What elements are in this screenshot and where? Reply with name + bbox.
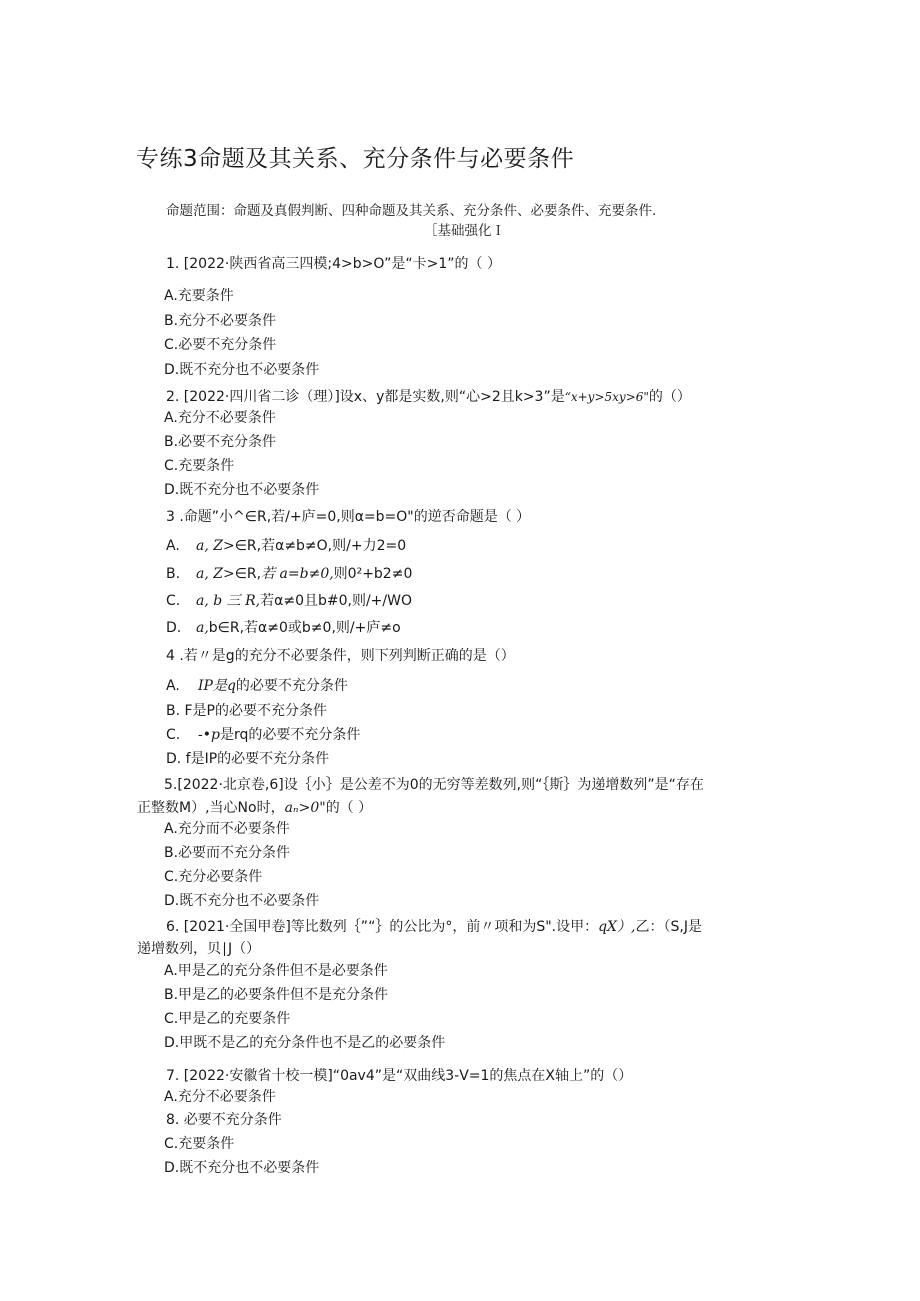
q5-line-2b: 的（ ）	[325, 800, 373, 816]
q3-a-text: ∈R,若α≠b≠O,则/+力2=0	[234, 538, 407, 554]
q1-option-a: A.充要条件	[164, 288, 234, 304]
q5-line-2	[137, 799, 372, 817]
q3-c-text: 若α≠0且b#0,则/+/WO	[260, 593, 412, 609]
q2-option-d: D.既不充分也不必要条件	[164, 482, 320, 498]
q3-d-italic: a,	[196, 620, 209, 636]
q3-c-italic: a, b 三 R,	[196, 593, 261, 609]
q3-d-text: b∈R,若α≠0或b≠0,则/+庐≠o	[208, 620, 401, 636]
q2-stem	[166, 388, 691, 406]
q4-a-text: 的必要不充分条件	[235, 678, 348, 694]
q3-b-text: ∈R,	[234, 566, 262, 582]
q4-c-italic: -•p	[198, 727, 220, 743]
q4-a-italic-2: q	[226, 678, 236, 694]
q2-stem-c: 的（）	[648, 389, 691, 405]
q6-line-1-italic: qX）,	[598, 919, 636, 935]
q7-option-b: 8. 必要不充分条件	[166, 1112, 282, 1128]
q1-option-d: D.既不充分也不必要条件	[164, 362, 320, 378]
scope-text: 命题范围：命题及真假判断、四种命题及其关系、充分条件、必要条件、充要条件.	[166, 203, 657, 219]
q7-option-d: D.既不充分也不必要条件	[164, 1160, 320, 1176]
q2-option-a: A.充分不必要条件	[164, 410, 276, 426]
q4-option-d: D. f是IP的必要不充分条件	[166, 751, 330, 767]
q5-line-1: 5.[2022·北京卷,6]设｛小｝是公差不为0的无穷等差数列,则“｛斯｝为递增数列”是“存在	[164, 777, 704, 793]
q3-a-italic: a, Z>	[196, 538, 235, 554]
q4-a-label: A.	[166, 678, 180, 694]
q5-option-c: C.充分必要条件	[164, 869, 263, 885]
q4-option-a	[166, 677, 348, 695]
q2-stem-a: 2. [2022·四川省二诊（理）]设x、y都是实数,则“心>2且k>3”是	[166, 389, 565, 405]
q5-option-b: B.必要而不充分条件	[164, 845, 291, 861]
q3-d-label: D.	[166, 620, 182, 636]
q3-b-italic: a, Z>	[196, 566, 235, 582]
q1-option-b: B.充分不必要条件	[164, 313, 277, 329]
q4-stem: 4 .若〃是g的充分不必要条件，则下列判断正确的是（）	[166, 648, 515, 664]
q6-option-d: D.甲既不是乙的充分条件也不是乙的必要条件	[164, 1035, 446, 1051]
q2-stem-formula: “x+y>5xy>6"	[564, 390, 649, 404]
q1-stem: 1. [2022·陕西省高三四模;4>b>O”是“卡>1”的（ ）	[166, 256, 501, 272]
q7-stem: 7. [2022·安徽省十校一模]“0av4”是“双曲线3-V=1的焦点在X轴上”的（）	[166, 1068, 633, 1084]
q5-line-2a: 正整数M）,当心No时，	[137, 800, 285, 816]
q2-option-b: B.必要不充分条件	[164, 434, 277, 450]
q6-line-1	[166, 918, 702, 936]
q3-option-c	[166, 592, 412, 610]
q6-line-1b: 乙：（S,J是	[635, 919, 702, 935]
q6-line-1a: 6. [2021·全国甲卷]等比数列｛”“｝的公比为°，前〃项和为S".设甲：	[166, 919, 599, 935]
q2-option-c: C.充要条件	[164, 458, 235, 474]
q6-option-b: B.甲是乙的必要条件但不是充分条件	[164, 987, 389, 1003]
q3-a-label: A.	[166, 538, 180, 554]
q4-option-c	[166, 726, 360, 744]
q3-option-b	[166, 565, 412, 583]
q3-b-italic-2: 若 a=b≠0,	[261, 566, 334, 582]
q1-option-c: C.必要不充分条件	[164, 337, 277, 353]
q5-option-a: A.充分而不必要条件	[164, 821, 290, 837]
q3-option-a	[166, 537, 406, 555]
q4-c-text: 是rq的必要不充分条件	[219, 727, 361, 743]
q5-line-2-italic: aₙ>0"	[284, 800, 326, 816]
q3-b-text-2: 则0²+b2≠0	[333, 566, 413, 582]
q3-stem: 3 .命题”小^∈R,若/+庐=0,则α=b=O"的逆否命题是（ ）	[166, 509, 531, 525]
q3-b-label: B.	[166, 566, 181, 582]
q6-option-a: A.甲是乙的充分条件但不是必要条件	[164, 963, 388, 979]
q6-option-c: C.甲是乙的充要条件	[164, 1011, 291, 1027]
section-heading: ［基础强化Ｉ	[424, 223, 505, 239]
q5-option-d: D.既不充分也不必要条件	[164, 893, 320, 909]
q3-option-d	[166, 619, 401, 637]
q4-a-italic: IP是	[198, 678, 227, 694]
q4-c-label: C.	[166, 727, 181, 743]
q7-option-a: A.充分不必要条件	[164, 1089, 276, 1105]
q7-option-c: C.充要条件	[164, 1136, 235, 1152]
page-title: 专练3命题及其关系、充分条件与必要条件	[136, 146, 575, 172]
q4-option-b: B. F是P的必要不充分条件	[166, 703, 327, 719]
q3-c-label: C.	[166, 593, 181, 609]
q6-line-2: 递增数列，贝∣J（）	[137, 941, 261, 957]
